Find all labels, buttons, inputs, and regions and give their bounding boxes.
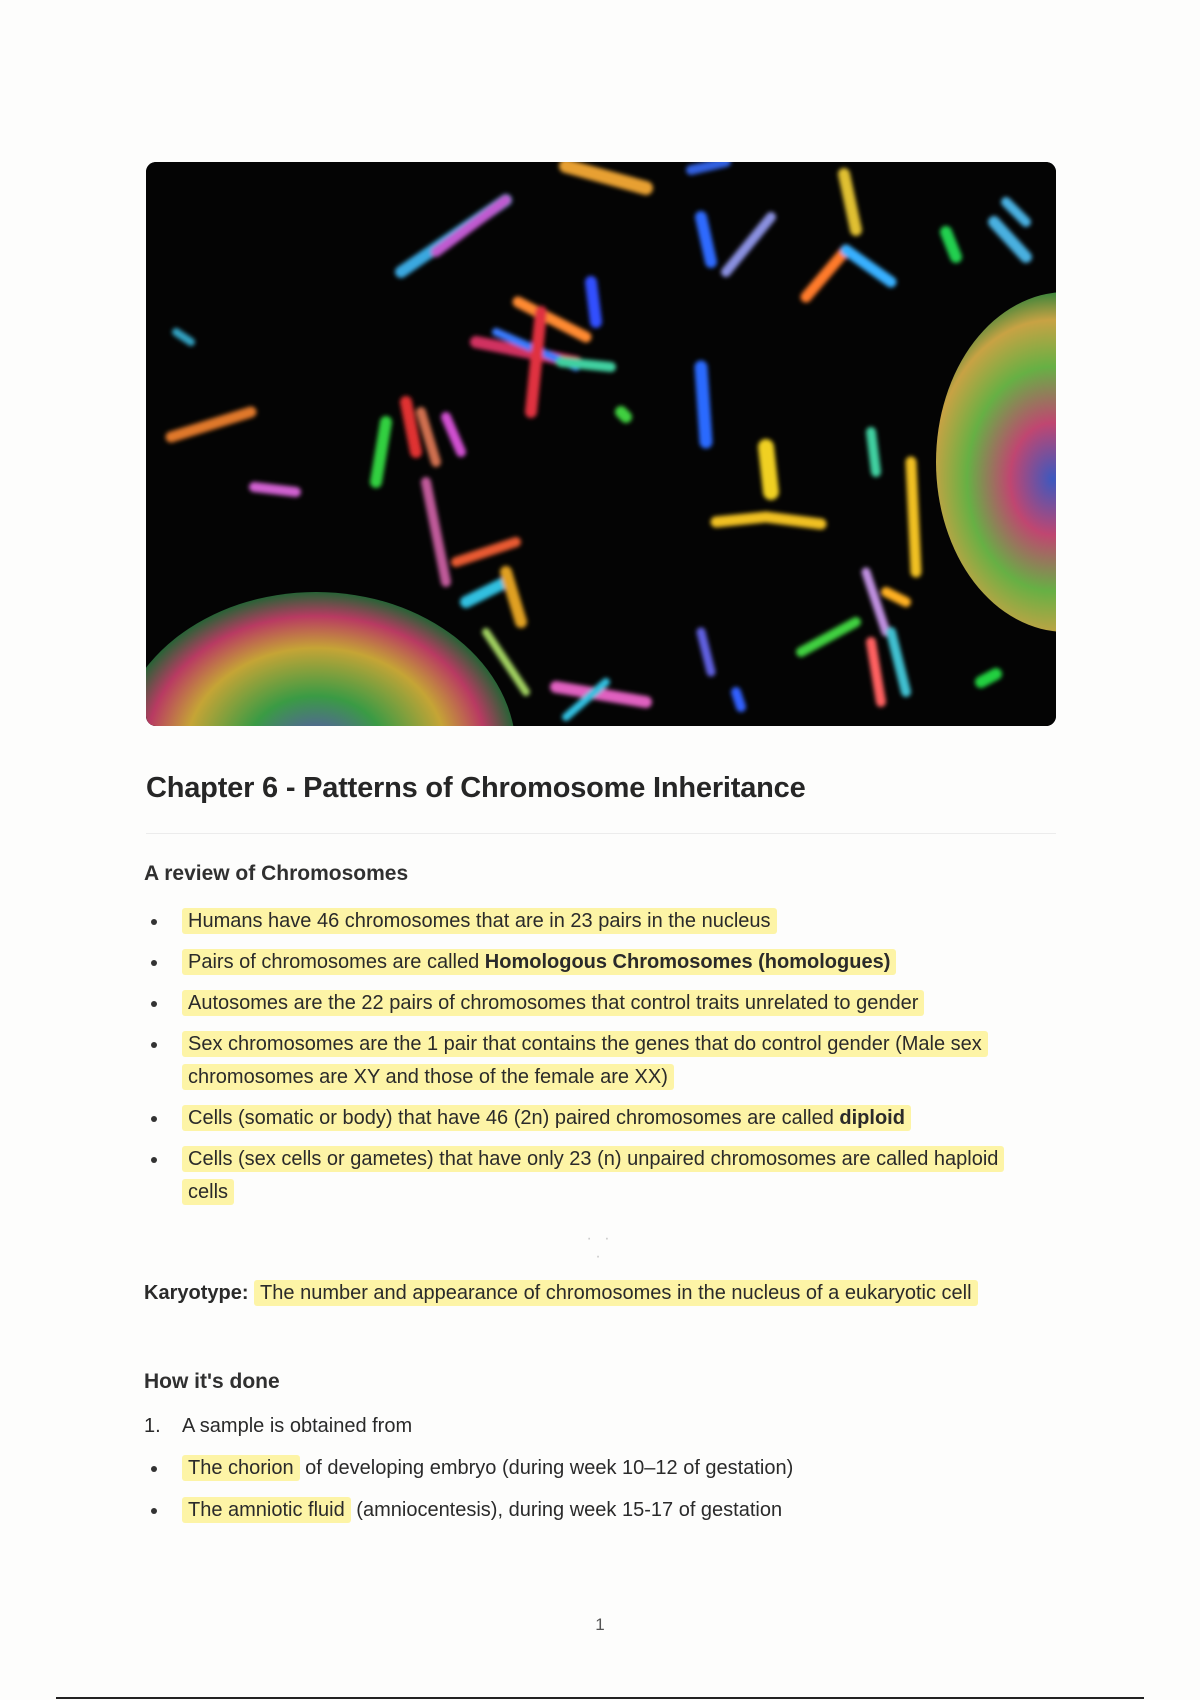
page-number: 1: [595, 1615, 605, 1634]
chromosome-micrograph-icon: [146, 162, 1056, 726]
title-divider: [146, 833, 1056, 834]
page-title: Chapter 6 - Patterns of Chromosome Inheritance: [146, 772, 806, 804]
source-description: of developing embryo (during week 10–12 of gestation): [299, 1457, 794, 1479]
review-bullet-list: [144, 905, 1044, 1209]
source-description: (amniocentesis), during week 15-17 of gestation: [350, 1499, 783, 1521]
highlighted-text: The number and appearance of chromosomes in the nucleus of a eukaryotic cell: [254, 1280, 978, 1306]
karyotype-definition: [144, 1276, 1044, 1310]
bullet-icon: [151, 1466, 157, 1472]
highlighted-text: Sex chromosomes are the 1 pair that contains the genes that do control gender (Male sex chromosomes are XY and those of the female are XX): [182, 1031, 988, 1090]
highlighted-text: The amniotic fluid: [182, 1497, 351, 1523]
list-item: [144, 1143, 1022, 1209]
list-item: [144, 905, 1044, 938]
step-text: A sample is obtained from: [182, 1415, 413, 1437]
bullet-icon: [151, 1042, 157, 1048]
highlighted-text: Humans have 46 chromosomes that are in 23 pairs in the nucleus: [182, 908, 777, 934]
list-item: [144, 946, 1044, 979]
section-heading-review: A review of Chromosomes: [144, 862, 409, 885]
karyotype-label: Karyotype:: [144, 1282, 249, 1304]
bullet-icon: [151, 960, 157, 966]
list-item: [144, 1410, 1044, 1443]
section-heading-how: How it's done: [144, 1370, 280, 1393]
page-bottom-border: [56, 1697, 1144, 1699]
how-steps-list: [144, 1410, 1044, 1527]
bullet-icon: [151, 1116, 157, 1122]
list-item: [144, 1102, 1044, 1135]
bold-term: Homologous Chromosomes (homologues): [484, 951, 891, 973]
highlighted-text: Cells (sex cells or gametes) that have only 23 (n) unpaired chromosomes are called haploid cells: [182, 1146, 1004, 1205]
bullet-icon: [151, 1508, 157, 1514]
list-item: [144, 1452, 1044, 1485]
bullet-icon: [151, 1001, 157, 1007]
highlighted-text: The chorion: [182, 1455, 300, 1481]
bold-term: diploid: [839, 1107, 905, 1129]
list-item: [144, 1494, 1044, 1527]
highlighted-text: Cells (somatic or body) that have 46 (2n) paired chromosomes are called diploid: [182, 1105, 911, 1131]
step-number: 1.: [144, 1415, 161, 1437]
highlighted-text: Pairs of chromosomes are called Homologous Chromosomes (homologues): [182, 949, 896, 975]
bullet-icon: [151, 1157, 157, 1163]
section-divider: · · ·: [586, 1230, 614, 1265]
list-item: [144, 1028, 1022, 1094]
highlighted-text: Autosomes are the 22 pairs of chromosomes that control traits unrelated to gender: [182, 990, 924, 1016]
chromosome-image: [146, 162, 1056, 726]
bullet-icon: [151, 919, 157, 925]
list-item: [144, 987, 1044, 1020]
